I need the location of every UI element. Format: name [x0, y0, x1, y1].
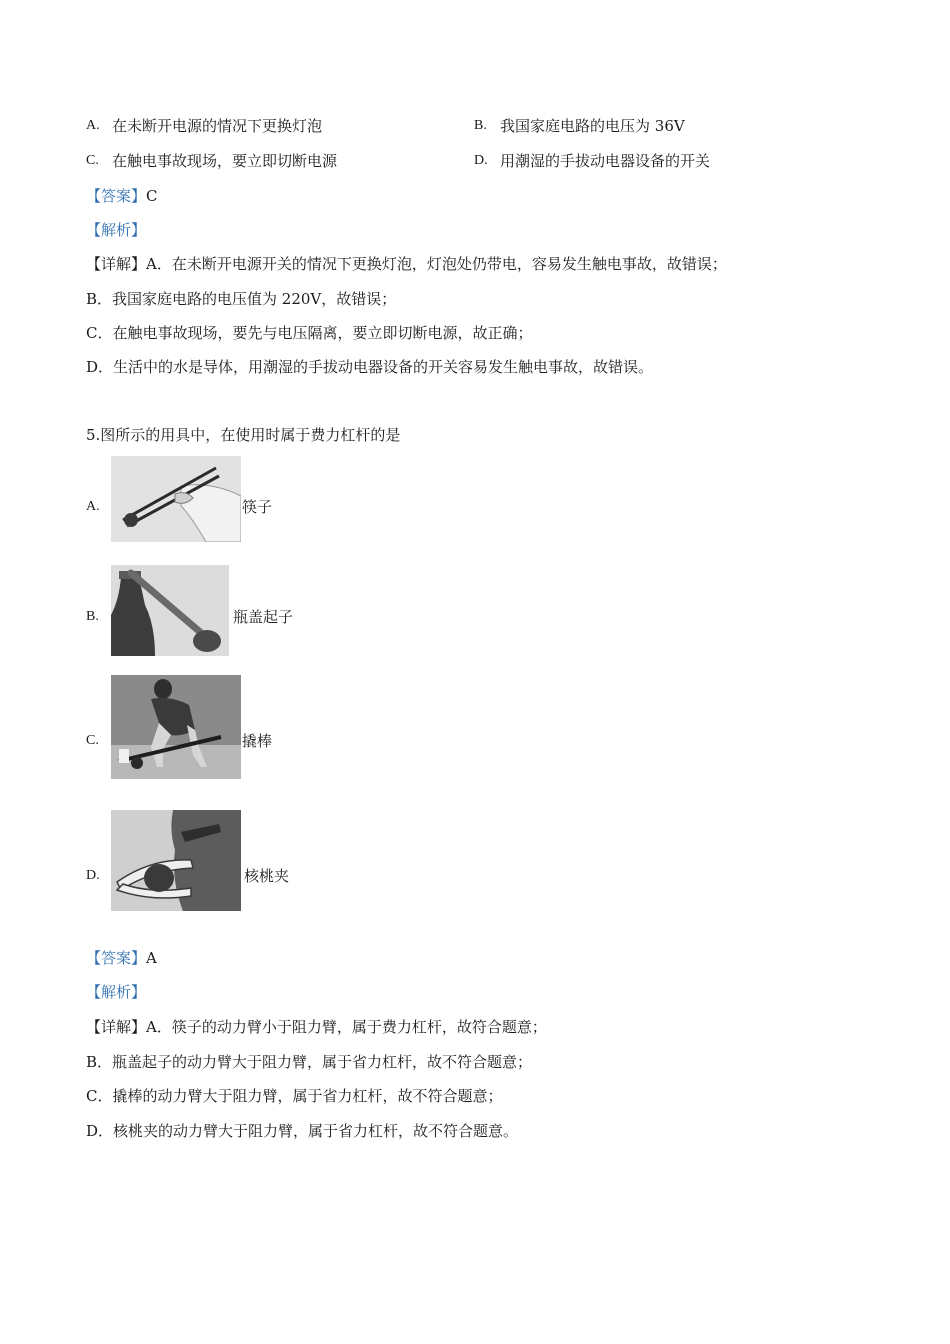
q4-answer: [86, 186, 158, 206]
detail-text: A．在未断开电源开关的情况下更换灯泡，灯泡处仍带电，容易发生触电事故，故错误；: [146, 255, 727, 273]
option-text: 用潮湿的手拔动电器设备的开关: [500, 152, 711, 170]
option-text: 在触电事故现场，要立即切断电源: [112, 152, 338, 170]
q5-analysis-tag: 【解析】: [86, 983, 147, 1001]
q5-answer: [86, 948, 157, 968]
bottle-opener-photo: [111, 565, 229, 656]
option-label: 筷子: [242, 498, 273, 516]
q5-detail-line-c: C．撬棒的动力臂大于阻力臂，属于省力杠杆，故不符合题意；: [86, 1087, 503, 1105]
option-label: 瓶盖起子: [233, 608, 294, 626]
answer-value: C: [146, 187, 158, 205]
option-label: 核桃夹: [244, 867, 290, 885]
q4-detail-line-a: [86, 254, 727, 274]
option-letter: C.: [86, 733, 99, 748]
answer-value: A: [146, 949, 157, 967]
chopsticks-photo: [111, 456, 241, 542]
option-letter: D.: [474, 153, 488, 168]
q5-detail-line-b: B．瓶盖起子的动力臂大于阻力臂，属于省力杠杆，故不符合题意；: [86, 1053, 533, 1071]
option-text: 在未断开电源的情况下更换灯泡: [112, 117, 323, 135]
option-text: 我国家庭电路的电压为 36V: [500, 117, 685, 135]
q5-detail-line-a: [86, 1017, 547, 1037]
nutcracker-photo: [111, 810, 241, 911]
option-letter: A.: [86, 118, 100, 133]
option-letter: B.: [86, 609, 99, 624]
crowbar-photo: [111, 675, 241, 779]
q4-detail-line-c: C．在触电事故现场，要先与电压隔离，要立即切断电源，故正确；: [86, 324, 533, 342]
option-letter: C.: [86, 153, 99, 168]
option-letter: B.: [474, 118, 487, 133]
detail-tag: 【详解】: [86, 1018, 147, 1036]
q4-analysis-tag: 【解析】: [86, 221, 147, 239]
answer-tag: 【答案】: [86, 187, 147, 205]
detail-tag: 【详解】: [86, 255, 147, 273]
q5-stem: 5.图所示的用具中，在使用时属于费力杠杆的是: [86, 426, 401, 444]
q4-detail-line-d: D．生活中的水是导体，用潮湿的手拔动电器设备的开关容易发生触电事故，故错误。: [86, 358, 654, 376]
q4-detail-line-b: B．我国家庭电路的电压值为 220V，故错误；: [86, 290, 397, 308]
q5-detail-line-d: D．核桃夹的动力臂大于阻力臂，属于省力杠杆，故不符合题意。: [86, 1122, 519, 1140]
detail-text: A．筷子的动力臂小于阻力臂，属于费力杠杆，故符合题意；: [146, 1018, 547, 1036]
option-label: 撬棒: [242, 732, 273, 750]
option-letter: A.: [86, 499, 100, 514]
option-letter: D.: [86, 868, 100, 883]
answer-tag: 【答案】: [86, 949, 147, 967]
